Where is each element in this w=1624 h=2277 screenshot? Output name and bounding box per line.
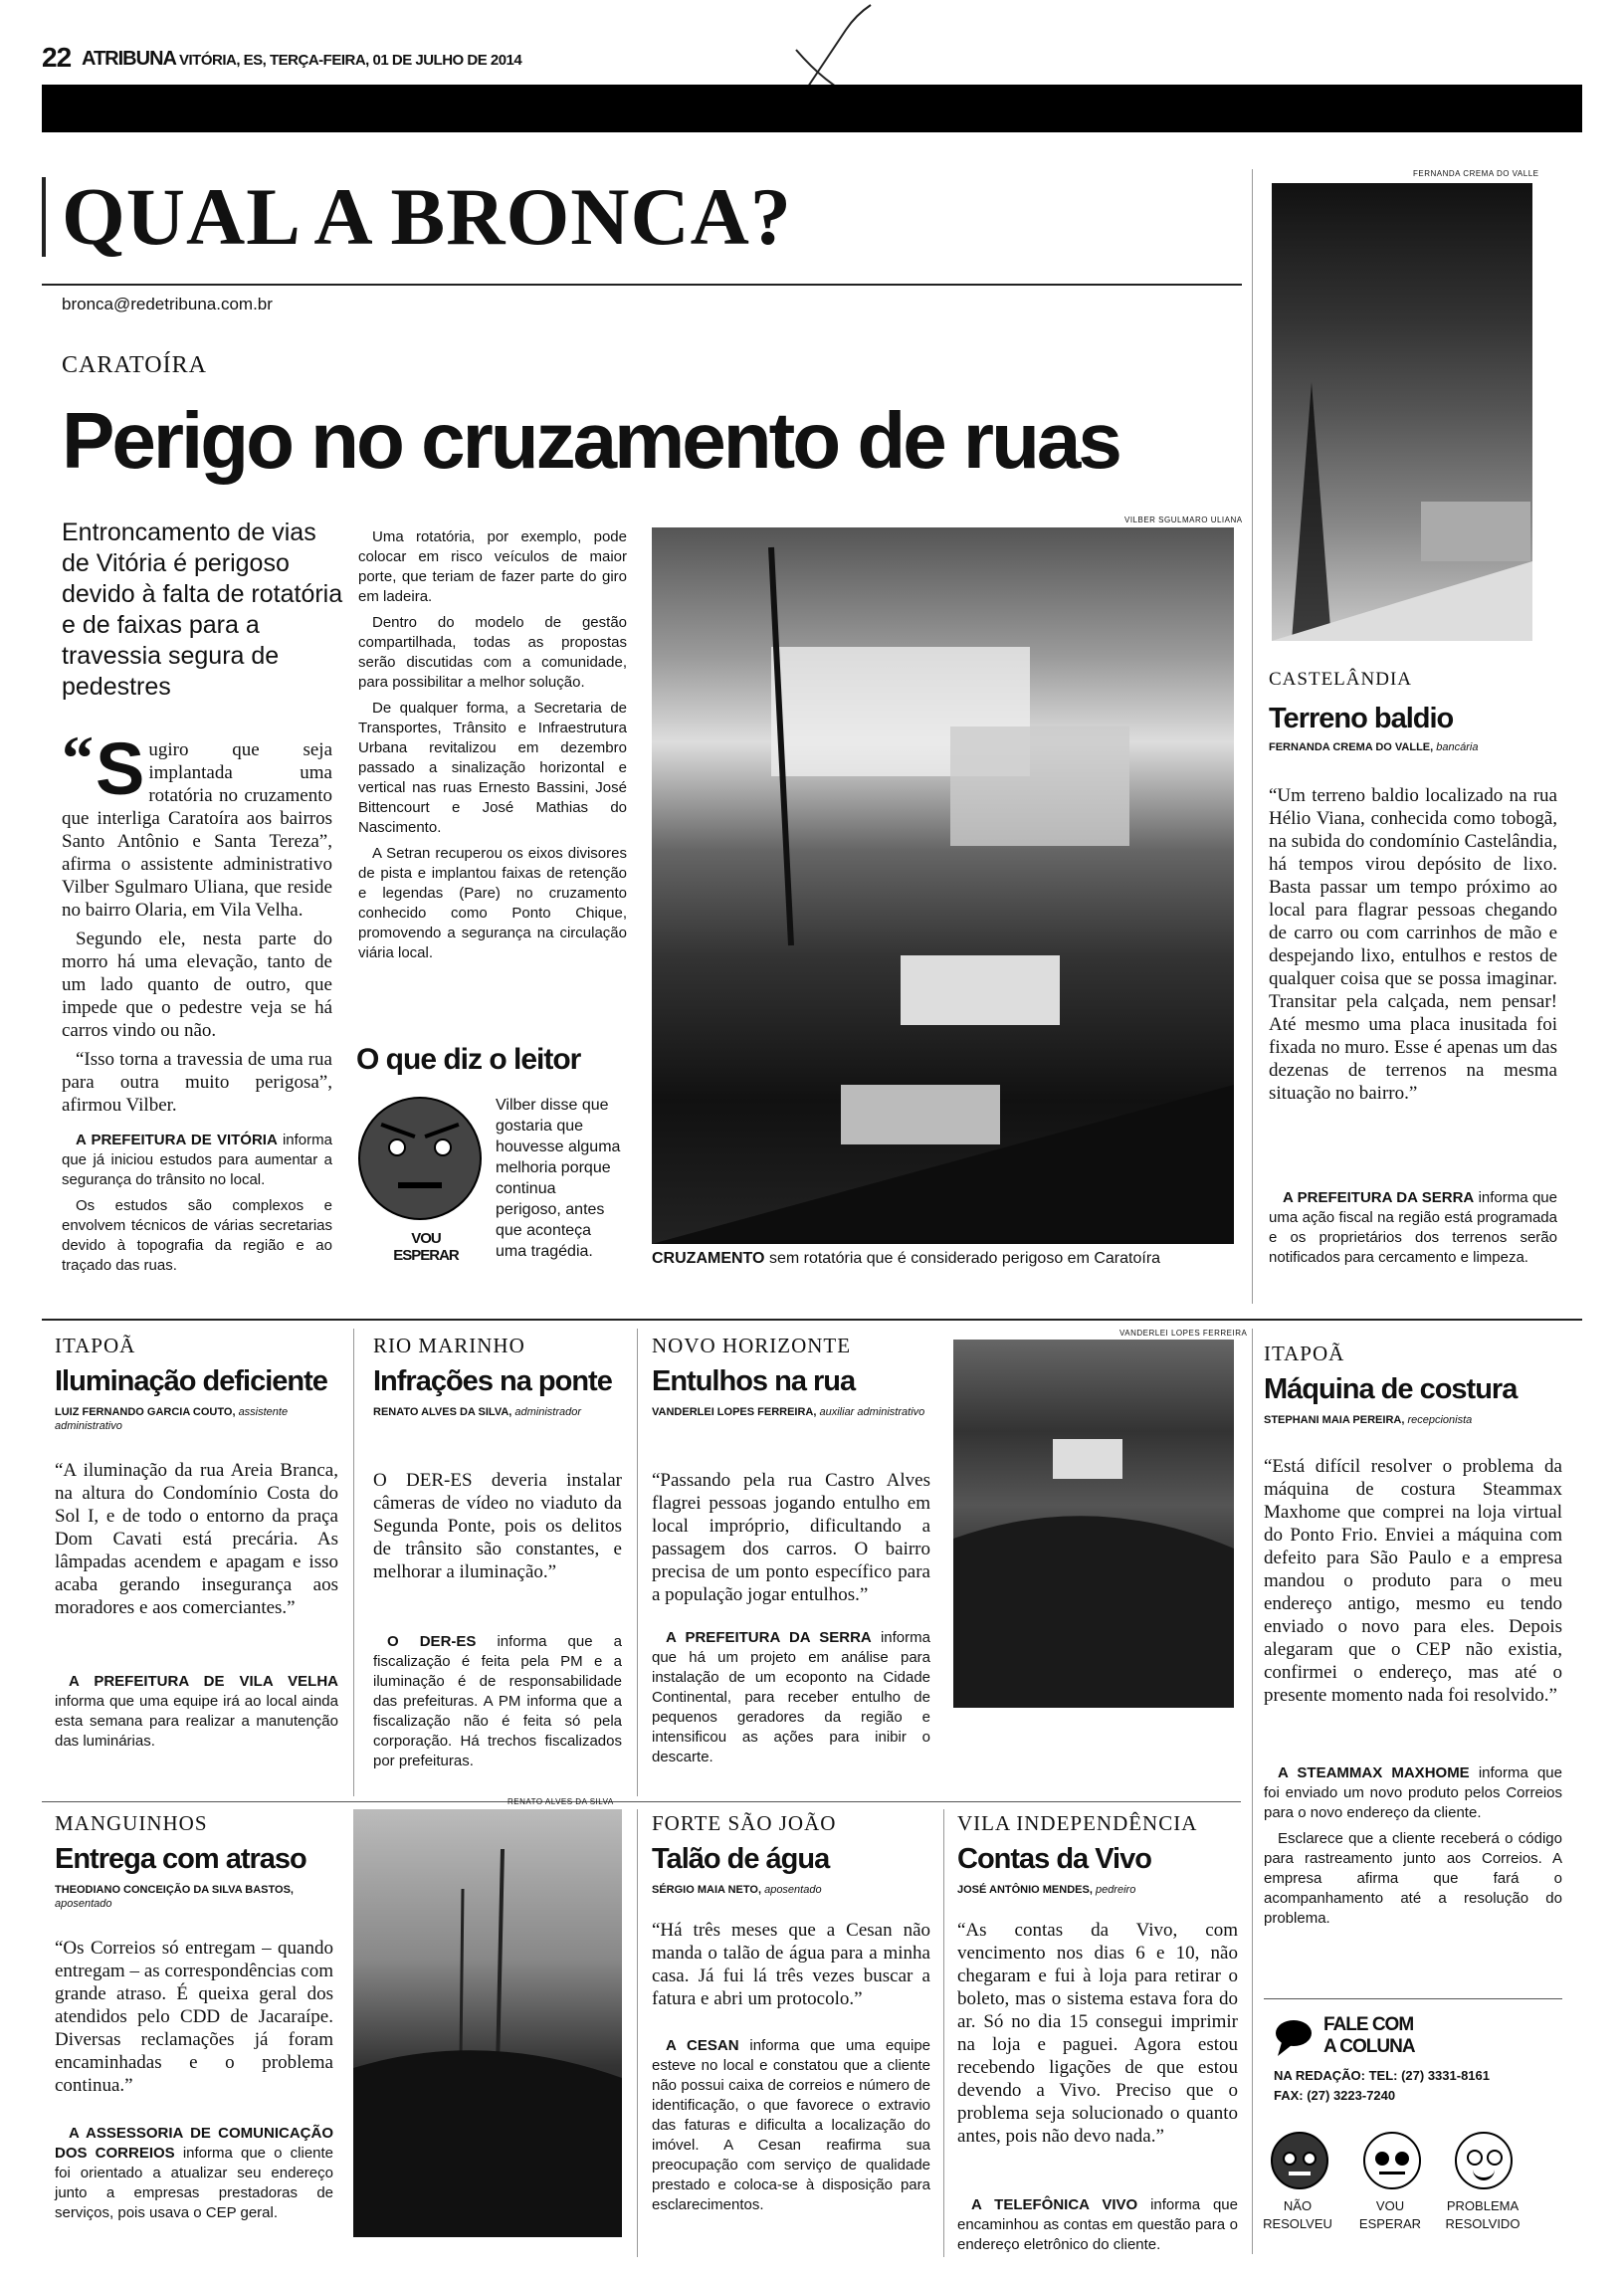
manguinhos-text: “Os Correios só entregam – quando entregam – as correspondências com grande atraso. É queixa geral dos atendidos pelo CDD de Jacaraípe. Diversas reclamações já foram encaminhadas e o problema continua.” <box>55 1938 333 2096</box>
novo-horizonte-byline-name: VANDERLEI LOPES FERREIRA, <box>652 1406 817 1418</box>
rio-marinho-pref-text: informa que a fiscalização é feita pela PM e a iluminação é de responsabilidade das prefeituras. A PM informa que a fiscalização não é feita só pela corporação. Há trechos fiscalizados por prefeituras. <box>373 1633 622 1769</box>
vila-pref <box>957 2195 1238 2255</box>
novo-horizonte-photo-credit: VANDERLEI LOPES FERREIRA <box>1119 1329 1248 1338</box>
novo-horizonte-text: “Passando pela rua Castro Alves flagrei pessoas jogando entulho em local impróprio, dificultando a passagem dos carros. O bairro precisa de um ponto específico para a população jogar entulhos.” <box>652 1470 930 1605</box>
header-black-bar <box>42 85 1582 132</box>
itapoa1-pref <box>55 1672 338 1752</box>
main-col2 <box>358 527 627 969</box>
novo-horizonte-photo <box>953 1340 1234 1708</box>
itapoa1-text: “A iluminação da rua Areia Branca, na altura do Condomínio Costa do Sol I, e de todo o entorno da praça Dom Cavati está precária. As lâmpadas acendem e apagam e isso acaba gerando insegurança aos moradores e aos comerciantes.” <box>55 1460 338 1618</box>
row2-sep-3 <box>1252 1329 1253 2254</box>
novo-horizonte-photo-scene <box>953 1340 1234 1708</box>
main-dek: Entroncamento de vias de Vitória é perigoso devido à falta de rotatória e de faixas para a travessia segura de pedestres <box>62 518 343 701</box>
novo-horizonte-pref <box>652 1628 930 1767</box>
rio-marinho-text: O DER-ES deveria instalar câmeras de vídeo no viaduto da Segunda Ponte, pois os delitos de trânsito são constantes, e melhorar a iluminação.” <box>373 1470 622 1582</box>
novo-horizonte-pref-text: informa que há um projeto em análise para instalação de um ecoponto na Cidade Continental, para receber entulho de pequenos geradores da região e intensificou as ações para inibir o descarte. <box>652 1629 930 1765</box>
manguinhos-byline-name: THEODIANO CONCEIÇÃO DA SILVA BASTOS, <box>55 1884 294 1896</box>
contact-fax: FAX: (27) 3223-7240 <box>1274 2088 1396 2103</box>
main-tag: CARATOÍRA <box>62 352 207 378</box>
column-email: bronca@redetribuna.com.br <box>62 295 273 313</box>
col1-paragraph-4: Os estudos são complexos e envolvem técnicos de várias secretarias devido à topografia da região e ao traçado das ruas. <box>62 1197 332 1274</box>
forte-text: “Há três meses que a Cesan não manda o talão de água para a minha casa. Já fui lá três vezes buscar a fatura e abri um protocolo.” <box>652 1920 930 2009</box>
vila-headline: Contas da Vivo <box>957 1843 1151 1875</box>
castelandia-photo-scene <box>1272 183 1532 641</box>
row2-sep-1 <box>353 1329 354 1796</box>
itapoa2-tag: ITAPOÃ <box>1264 1342 1345 1365</box>
castelandia-byline-role: bancária <box>1436 741 1479 753</box>
manguinhos-pref-label: A ASSESSORIA DE COMUNICAÇÃO DOS CORREIOS <box>55 2125 333 2162</box>
column-title: QUAL A BRONCA? <box>62 171 792 262</box>
manguinhos-headline: Entrega com atraso <box>55 1843 306 1875</box>
contact-title <box>1323 2014 1415 2058</box>
drop-cap: S <box>96 727 145 810</box>
main-photo-caption <box>652 1250 1160 1268</box>
itapoa2-pref-text: informa que foi enviado um novo produto pelos Correios para o novo endereço da cliente. <box>1264 1764 1562 1821</box>
row3-sep-1 <box>637 1809 638 2257</box>
caption-text: sem rotatória que é considerado perigoso em Caratoíra <box>768 1250 1161 1267</box>
vila-pref-text: informa que encaminhou as contas em questão para o endereço eletrônico do cliente. <box>957 2196 1238 2253</box>
forte-tag: FORTE SÃO JOÃO <box>652 1811 837 1835</box>
itapoa1-byline-name: LUIZ FERNANDO GARCIA COUTO, <box>55 1406 236 1418</box>
castelandia-byline <box>1269 740 1557 754</box>
legend-nao-resolveu: NÃO RESOLVEU <box>1263 2198 1332 2231</box>
forte-pref <box>652 2036 930 2215</box>
quote-mark: “ <box>62 723 94 793</box>
vila-pref-label: A TELEFÔNICA VIVO <box>971 2196 1138 2213</box>
contact-title-line1: FALE COM <box>1323 2014 1414 2035</box>
col1-pref-label: A PREFEITURA DE VITÓRIA <box>76 1132 278 1148</box>
vila-byline-role: pedreiro <box>1095 1884 1136 1896</box>
novo-horizonte-byline-role: auxiliar administrativo <box>819 1406 925 1418</box>
main-col1 <box>62 723 332 1282</box>
main-headline: Perigo no cruzamento de ruas <box>62 396 1119 485</box>
forte-byline <box>652 1883 930 1897</box>
castelandia-text: “Um terreno baldio localizado na rua Hélio Viana, conhecida como tobogã, na subida do condomínio Castelândia, há tempos virou depósito de lixo. Basta passar um tempo próximo ao local para flagrar pessoas chegando de carro ou com carrinhos de mão e despejando lixo, entulhos e restos de qualquer coisa que se possa imaginar. Transitar pela calçada, nem pensar! Até mesmo uma placa inusitada foi fixada no muro. Esse é apenas um das dezenas de terrenos na mesma situação no bairro.” <box>1269 785 1557 1104</box>
itapoa1-pref-label: A PREFEITURA DE VILA VELHA <box>69 1673 338 1690</box>
main-photo-credit: VILBER SGULMARO ULIANA <box>1124 516 1243 524</box>
manguinhos-pref-text: informa que o cliente foi orientado a atualizar seu endereço junto a empresas prestadoras de serviços, pois usava o CEP geral. <box>55 2145 334 2221</box>
rio-marinho-byline <box>373 1405 622 1419</box>
vila-text: “As contas da Vivo, com vencimento nos dias 6 e 10, não chegaram e fui à loja para retirar o boleto, mas o sistema estava fora do ar. Só no dia 15 consegui imprimir na loja e paguei. Agora estou recebendo ligações de que estou devendo a Vivo. Preciso que o problema seja solucionado o quanto antes, pois não devo nada.” <box>957 1920 1238 2147</box>
col2-paragraph-3: De qualquer forma, a Secretaria de Transportes, Trânsito e Infraestrutura Urbana revitalizou em dezembro passado a sinalização horizontal e vertical nas ruas Ernesto Bassini, José Bittencourt e José Mathias do Nascimento. <box>358 700 627 836</box>
itapoa2-pref-label: A STEAMMAX MAXHOME <box>1278 1764 1470 1781</box>
col1-paragraph-3: “Isso torna a travessia de uma rua para outra muito perigosa”, afirmou Vilber. <box>62 1049 332 1116</box>
castelandia-left-rule <box>1252 169 1253 1304</box>
novo-horizonte-tag: NOVO HORIZONTE <box>652 1334 852 1357</box>
rio-marinho-pref <box>373 1632 622 1771</box>
itapoa2-pref-p2: Esclarece que a cliente receberá o código para rastreamento junto aos Correios. A empresa afirma que fará o acompanhamento até a resolução do problema. <box>1264 1830 1562 1927</box>
novo-horizonte-pref-label: A PREFEITURA DA SERRA <box>666 1629 872 1646</box>
angry-face-icon <box>358 1097 482 1220</box>
rio-marinho-headline: Infrações na ponte <box>373 1365 612 1397</box>
legend-vou-esperar: VOU ESPERAR <box>1358 2198 1422 2231</box>
reader-title: O que diz o leitor <box>356 1043 581 1076</box>
rio-marinho-byline-name: RENATO ALVES DA SILVA, <box>373 1406 512 1418</box>
title-left-rule <box>42 177 46 257</box>
itapoa1-pref-text: informa que uma equipe irá ao local ainda esta semana para realizar a manutenção das luminárias. <box>55 1693 338 1750</box>
vila-tag: VILA INDEPENDÊNCIA <box>957 1811 1198 1835</box>
neutral-face-legend-icon <box>1363 2132 1421 2189</box>
itapoa2-byline <box>1264 1413 1562 1427</box>
col2-paragraph-2: Dentro do modelo de gestão compartilhada, todas as propostas serão discutidas com a comunidade, para possibilitar a melhor solução. <box>358 614 627 691</box>
row2-sep-2 <box>637 1329 638 1796</box>
happy-face-legend-icon <box>1455 2132 1513 2189</box>
manguinhos-photo <box>353 1809 622 2237</box>
manguinhos-pref <box>55 2124 333 2223</box>
castelandia-pref <box>1269 1188 1557 1268</box>
caption-label: CRUZAMENTO <box>652 1250 765 1267</box>
itapoa1-byline <box>55 1405 338 1433</box>
castelandia-pref-text: informa que uma ação fiscal na região está programada e os proprietários dos terrenos serão notificados para cercamento e limpeza. <box>1269 1189 1557 1266</box>
castelandia-photo <box>1272 183 1532 641</box>
col1-pref-text: informa que já iniciou estudos para aumentar a segurança do trânsito no local. <box>62 1132 332 1188</box>
novo-horizonte-headline: Entulhos na rua <box>652 1365 856 1397</box>
title-underline <box>42 284 1242 286</box>
itapoa2-byline-role: recepcionista <box>1407 1414 1473 1426</box>
novo-horizonte-byline <box>652 1405 940 1419</box>
itapoa2-pref-p1 <box>1264 1763 1562 1823</box>
col1-paragraph-2: Segundo ele, nesta parte do morro há uma elevação, tanto de um lado quanto de outro, que impede que o pedestre veja se há carros vindo ou não. <box>62 929 332 1041</box>
itapoa1-byline-role: assistente administrativo <box>55 1406 289 1432</box>
itapoa2-text: “Está difícil resolver o problema da máquina de costura Steammax Maxhome que comprei na loja virtual do Ponto Frio. Enviei a máquina com defeito para São Paulo e a empresa mandou o produto para o meu endereço antigo, mesmo eu tendo enviado o novo para eles. Depois alegaram que o CEP não existia, confirmei o endereço, mas até o presente momento nada foi resolvido.” <box>1264 1456 1562 1706</box>
contact-top-rule <box>1264 1998 1562 1999</box>
reader-status: VOU ESPERAR <box>393 1230 459 1264</box>
manguinhos-photo-credit: RENATO ALVES DA SILVA <box>508 1797 614 1806</box>
main-photo-scene <box>652 527 1234 1244</box>
angry-face-legend-icon <box>1271 2132 1328 2189</box>
itapoa2-pref <box>1264 1763 1562 1935</box>
legend-problema-resolvido: PROBLEMA RESOLVIDO <box>1445 2198 1521 2231</box>
contact-info <box>1274 2066 1490 2106</box>
reader-text: Vilber disse que gostaria que houvesse alguma melhoria porque continua perigoso, antes que aconteça uma tragédia. <box>496 1097 621 1260</box>
castelandia-pref-label: A PREFEITURA DA SERRA <box>1283 1189 1475 1206</box>
col2-paragraph-4: A Setran recuperou os eixos divisores de pista e implantou faixas de retenção e legendas (Pare) no cruzamento conhecido como Ponto Chique, promovendo a segurança na circulação viária local. <box>358 845 627 961</box>
vila-byline <box>957 1883 1236 1897</box>
manguinhos-byline <box>55 1883 333 1911</box>
manguinhos-byline-role: aposentado <box>55 1898 112 1910</box>
forte-byline-role: aposentado <box>764 1884 822 1896</box>
manguinhos-photo-scene <box>353 1809 622 2237</box>
main-photo <box>652 527 1234 1244</box>
vila-byline-name: JOSÉ ANTÔNIO MENDES, <box>957 1884 1093 1896</box>
row3-top-rule <box>42 1801 1241 1802</box>
castelandia-tag: CASTELÂNDIA <box>1269 669 1412 690</box>
paper-name: ATRIBUNA <box>82 48 176 70</box>
contact-tel: TEL: (27) 3331-8161 <box>1368 2068 1490 2083</box>
castelandia-headline: Terreno baldio <box>1269 703 1454 734</box>
forte-byline-name: SÉRGIO MAIA NETO, <box>652 1884 762 1896</box>
itapoa2-byline-name: STEPHANI MAIA PEREIRA, <box>1264 1414 1405 1426</box>
forte-pref-text: informa que uma equipe esteve no local e constatou que a cliente não possui caixa de correios e número de identificação, o que favorece o extravio das faturas e dificulta a localização do imóvel. A Cesan reafirma sua preocupação com serviço de qualidade prestado e coloca-se à disposição para esclarecimentos. <box>652 2037 931 2213</box>
itapoa1-headline: Iluminação deficiente <box>55 1365 327 1397</box>
rio-marinho-pref-label: O DER-ES <box>387 1633 477 1650</box>
row2-top-rule <box>42 1319 1582 1321</box>
rio-marinho-byline-role: administrador <box>514 1406 582 1418</box>
contact-redacao-label: NA REDAÇÃO: <box>1274 2068 1365 2083</box>
speech-bubble-icon <box>1272 2016 1316 2060</box>
itapoa1-tag: ITAPOÃ <box>55 1334 136 1357</box>
row3-sep-2 <box>943 1809 944 2257</box>
col1-pref <box>62 1131 332 1190</box>
rio-marinho-tag: RIO MARINHO <box>373 1334 525 1357</box>
forte-headline: Talão de água <box>652 1843 830 1875</box>
col2-paragraph-1: Uma rotatória, por exemplo, pode colocar em risco veículos de maior porte, que teriam de fazer parte do giro em ladeira. <box>358 528 627 605</box>
dateline: VITÓRIA, ES, TERÇA-FEIRA, 01 DE JULHO DE 2014 <box>179 52 522 69</box>
forte-pref-label: A CESAN <box>666 2037 739 2054</box>
manguinhos-tag: MANGUINHOS <box>55 1811 208 1835</box>
itapoa2-headline: Máquina de costura <box>1264 1373 1518 1405</box>
col1-paragraph-1: ugiro que seja implantada uma rotatória no cruzamento que interliga Caratoíra aos bairros Santo Antônio e Santa Tereza”, afirma o assistente administrativo Vilber Sgulmaro Uliana, que reside no bairro Olaria, em Vila Velha. <box>62 739 332 921</box>
castelandia-byline-name: FERNANDA CREMA DO VALLE, <box>1269 741 1434 753</box>
page-number: 22 <box>42 42 72 73</box>
castelandia-photo-credit: FERNANDA CREMA DO VALLE <box>1413 169 1539 178</box>
contact-title-line2: A COLUNA <box>1323 2036 1415 2057</box>
